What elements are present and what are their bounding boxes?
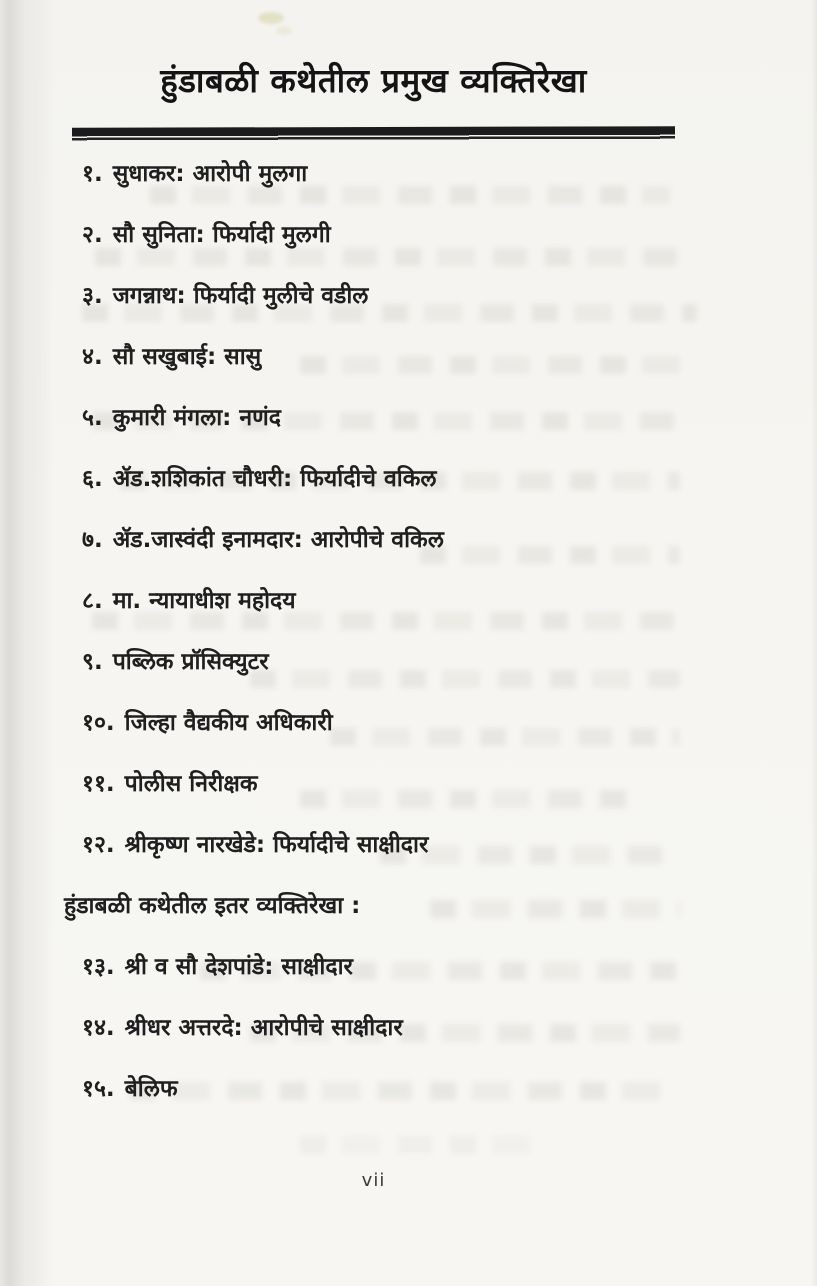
list-item (64, 274, 724, 335)
list-item (64, 457, 724, 518)
item-number: १४. (82, 1015, 115, 1041)
other-characters-heading (64, 884, 724, 945)
item-text: पब्लिक प्रॉसिक्युटर (112, 649, 269, 675)
item-text: श्रीधर अत्तरदे: आरोपीचे साक्षीदार (124, 1015, 403, 1041)
page-stain (276, 26, 292, 35)
list-item (64, 640, 724, 701)
list-item (64, 213, 724, 274)
page-number: vii (361, 1170, 386, 1191)
page-stain (258, 12, 284, 24)
item-text: श्रीकृष्ण नारखेडे: फिर्यादीचे साक्षीदार (124, 832, 429, 858)
item-number: १. (82, 161, 103, 187)
item-text: पोलीस निरीक्षक (124, 771, 258, 797)
list-item (64, 1006, 724, 1067)
other-characters-heading-text: हुंडाबळी कथेतील इतर व्यक्तिरेखा : (64, 893, 361, 919)
item-text: जिल्हा वैद्यकीय अधिकारी (124, 710, 333, 736)
list-item (64, 579, 724, 640)
item-number: ६. (82, 466, 103, 492)
item-number: ११. (82, 771, 115, 797)
item-text: ॲड.शशिकांत चौधरी: फिर्यादीचे वकिल (112, 466, 437, 492)
item-text: ॲड.जास्वंदी इनामदार: आरोपीचे वकिल (112, 527, 444, 553)
item-text: बेलिफ (124, 1076, 178, 1102)
list-item (64, 152, 724, 213)
item-number: ५. (82, 405, 103, 431)
list-item (64, 701, 724, 762)
page-gutter-shadow (0, 0, 52, 1286)
page-title: हुंडाबळी कथेतील प्रमुख व्यक्तिरेखा (160, 61, 587, 100)
item-number: १२. (82, 832, 115, 858)
item-number: १५. (82, 1076, 115, 1102)
item-text: श्री व सौ देशपांडे: साक्षीदार (124, 954, 353, 980)
item-text: सुधाकर: आरोपी मुलगा (112, 161, 308, 187)
item-number: ३. (82, 283, 103, 309)
item-text: सौ सखुबाई: सासु (112, 344, 262, 370)
character-list (64, 152, 724, 1128)
item-number: ८. (82, 588, 103, 614)
list-item (64, 1067, 724, 1128)
item-text: सौ सुनिता: फिर्यादी मुलगी (112, 222, 331, 248)
item-number: ४. (82, 344, 103, 370)
bleedthrough-smudge (300, 1136, 540, 1154)
item-text: कुमारी मंगला: नणंद (112, 405, 281, 431)
item-number: २. (82, 222, 103, 248)
item-text: मा. न्यायाधीश महोदय (112, 588, 296, 614)
item-number: ७. (82, 527, 103, 553)
item-number: १०. (82, 710, 115, 736)
list-item (64, 945, 724, 1006)
item-number: ९. (82, 649, 103, 675)
list-item (64, 396, 724, 457)
item-number: १३. (82, 954, 115, 980)
list-item (64, 335, 724, 396)
list-item (64, 823, 724, 884)
list-item (64, 518, 724, 579)
item-text: जगन्नाथ: फिर्यादी मुलीचे वडील (112, 283, 369, 309)
list-item (64, 762, 724, 823)
title-divider-rule (72, 126, 675, 142)
